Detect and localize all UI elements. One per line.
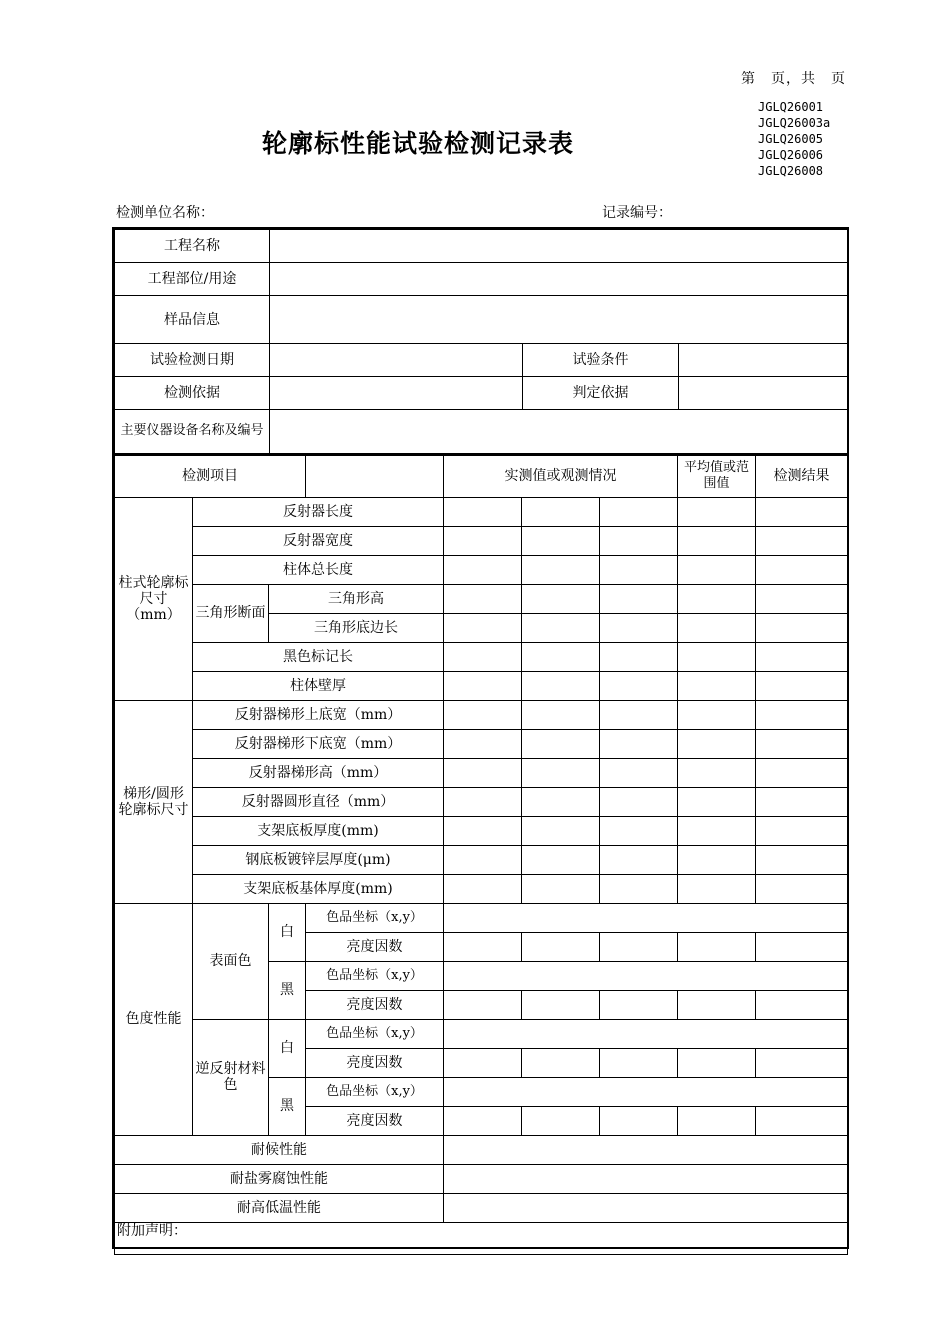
value-cell[interactable] — [444, 845, 522, 874]
value-cell[interactable] — [600, 555, 678, 584]
value-cell[interactable] — [522, 787, 600, 816]
result-cell[interactable] — [756, 700, 848, 729]
form-code: JGLQ26006 — [758, 148, 824, 162]
form-code: JGLQ26003a — [758, 116, 831, 130]
avg-cell[interactable] — [678, 729, 756, 758]
record-number-label: 记录编号： — [602, 205, 672, 221]
result-cell[interactable] — [756, 613, 848, 642]
result-cell[interactable] — [756, 584, 848, 613]
group-column-label: 柱式轮廓标尺寸（mm） — [115, 497, 193, 700]
value-cell[interactable] — [600, 497, 678, 526]
avg-cell[interactable] — [678, 787, 756, 816]
project-part-label: 工程部位/用途 — [115, 263, 270, 296]
value-cell[interactable] — [522, 1106, 600, 1135]
temperature-field[interactable] — [444, 1193, 848, 1222]
avg-cell[interactable] — [678, 613, 756, 642]
value-cell[interactable] — [444, 526, 522, 555]
item-label: 反射器宽度 — [193, 526, 444, 555]
value-cell[interactable] — [600, 932, 678, 961]
black-label: 黑 — [269, 961, 306, 1019]
sample-info-label: 样品信息 — [115, 296, 270, 344]
value-cell[interactable] — [444, 874, 522, 903]
result-cell[interactable] — [756, 845, 848, 874]
value-cell[interactable] — [600, 700, 678, 729]
record-sheet — [112, 227, 849, 1249]
avg-cell[interactable] — [678, 990, 756, 1019]
value-cell[interactable] — [600, 758, 678, 787]
retro-color-label: 逆反射材料色 — [193, 1019, 269, 1135]
equipment-label: 主要仪器设备名称及编号 — [115, 410, 270, 454]
result-cell[interactable] — [756, 787, 848, 816]
result-cell[interactable] — [756, 1106, 848, 1135]
avg-cell[interactable] — [678, 874, 756, 903]
value-cell[interactable] — [600, 671, 678, 700]
project-name-label: 工程名称 — [115, 230, 270, 263]
value-cell[interactable] — [600, 990, 678, 1019]
item-label: 柱体总长度 — [193, 555, 444, 584]
test-date-label: 试验检测日期 — [115, 344, 270, 377]
result-cell[interactable] — [756, 497, 848, 526]
coord-label: 色品坐标（x,y） — [306, 1077, 444, 1106]
value-cell[interactable] — [444, 1106, 522, 1135]
value-cell[interactable] — [522, 816, 600, 845]
avg-cell[interactable] — [678, 1048, 756, 1077]
remark-field[interactable] — [115, 1222, 848, 1254]
value-cell[interactable] — [444, 729, 522, 758]
avg-cell[interactable] — [678, 526, 756, 555]
lum-label: 亮度因数 — [306, 990, 444, 1019]
value-cell[interactable] — [522, 758, 600, 787]
result-cell[interactable] — [756, 816, 848, 845]
form-code: JGLQ26008 — [758, 164, 824, 178]
value-cell[interactable] — [522, 613, 600, 642]
value-cell[interactable] — [444, 816, 522, 845]
value-cell[interactable] — [444, 555, 522, 584]
avg-cell[interactable] — [678, 932, 756, 961]
item-label: 反射器圆形直径（mm） — [193, 787, 444, 816]
info-table — [114, 229, 848, 455]
item-label: 三角形底边长 — [269, 613, 444, 642]
lum-label: 亮度因数 — [306, 932, 444, 961]
result-cell[interactable] — [756, 1048, 848, 1077]
value-cell[interactable] — [600, 1106, 678, 1135]
value-cell[interactable] — [600, 526, 678, 555]
value-cell[interactable] — [600, 642, 678, 671]
value-cell[interactable] — [600, 845, 678, 874]
value-cell[interactable] — [522, 526, 600, 555]
result-cell[interactable] — [756, 729, 848, 758]
value-cell[interactable] — [522, 555, 600, 584]
item-label: 黑色标记长 — [193, 642, 444, 671]
black-label: 黑 — [269, 1077, 306, 1135]
value-cell[interactable] — [444, 932, 522, 961]
result-cell[interactable] — [756, 990, 848, 1019]
group-chroma-label: 色度性能 — [115, 903, 193, 1135]
value-cell[interactable] — [522, 671, 600, 700]
project-name-field[interactable] — [270, 230, 848, 263]
value-cell[interactable] — [444, 787, 522, 816]
item-label: 支架底板厚度(mm) — [193, 816, 444, 845]
value-cell[interactable] — [522, 932, 600, 961]
sample-info-field[interactable] — [270, 296, 848, 344]
value-cell[interactable] — [444, 700, 522, 729]
coord-value-cell[interactable] — [444, 903, 848, 932]
result-cell[interactable] — [756, 671, 848, 700]
test-condition-field[interactable] — [679, 344, 848, 377]
test-basis-label: 检测依据 — [115, 377, 270, 410]
value-cell[interactable] — [444, 497, 522, 526]
item-label: 柱体壁厚 — [193, 671, 444, 700]
value-cell[interactable] — [522, 990, 600, 1019]
unit-name-label: 检测单位名称： — [116, 205, 214, 221]
equipment-field[interactable] — [270, 410, 848, 454]
value-cell[interactable] — [600, 729, 678, 758]
item-label: 反射器梯形下底宽（mm） — [193, 729, 444, 758]
value-cell[interactable] — [444, 613, 522, 642]
coord-label: 色品坐标（x,y） — [306, 961, 444, 990]
col-result-header: 检测结果 — [756, 455, 848, 497]
avg-cell[interactable] — [678, 642, 756, 671]
coord-label: 色品坐标（x,y） — [306, 903, 444, 932]
test-basis-field[interactable] — [270, 377, 523, 410]
item-label: 反射器梯形上底宽（mm） — [193, 700, 444, 729]
result-cell[interactable] — [756, 932, 848, 961]
result-cell[interactable] — [756, 555, 848, 584]
value-cell[interactable] — [444, 584, 522, 613]
judge-basis-label: 判定依据 — [523, 377, 679, 410]
value-cell[interactable] — [522, 1048, 600, 1077]
value-cell[interactable] — [600, 1048, 678, 1077]
col-avg-header: 平均值或范围值 — [678, 455, 756, 497]
value-cell[interactable] — [522, 729, 600, 758]
lum-label: 亮度因数 — [306, 1106, 444, 1135]
white-label: 白 — [269, 1019, 306, 1077]
item-label: 钢底板镀锌层厚度(μm) — [193, 845, 444, 874]
value-cell[interactable] — [522, 497, 600, 526]
result-cell[interactable] — [756, 874, 848, 903]
avg-cell[interactable] — [678, 1106, 756, 1135]
col-blank-header — [306, 455, 444, 497]
value-cell[interactable] — [522, 584, 600, 613]
result-cell[interactable] — [756, 758, 848, 787]
avg-cell[interactable] — [678, 497, 756, 526]
result-cell[interactable] — [756, 642, 848, 671]
white-label: 白 — [269, 903, 306, 961]
page-number: 第 页，共 页 — [741, 71, 846, 87]
value-cell[interactable] — [522, 642, 600, 671]
value-cell[interactable] — [444, 1048, 522, 1077]
form-code: JGLQ26005 — [758, 132, 824, 146]
avg-cell[interactable] — [678, 671, 756, 700]
item-label: 三角形高 — [269, 584, 444, 613]
result-cell[interactable] — [756, 526, 848, 555]
weather-label: 耐候性能 — [115, 1135, 444, 1164]
avg-cell[interactable] — [678, 700, 756, 729]
avg-cell[interactable] — [678, 555, 756, 584]
value-cell[interactable] — [444, 642, 522, 671]
avg-cell[interactable] — [678, 845, 756, 874]
value-cell[interactable] — [600, 787, 678, 816]
project-part-field[interactable] — [270, 263, 848, 296]
col-item-header: 检测项目 — [115, 455, 306, 497]
value-cell[interactable] — [600, 613, 678, 642]
item-label: 支架底板基体厚度(mm) — [193, 874, 444, 903]
value-cell[interactable] — [600, 584, 678, 613]
lum-label: 亮度因数 — [306, 1048, 444, 1077]
value-cell[interactable] — [444, 990, 522, 1019]
salt-spray-label: 耐盐雾腐蚀性能 — [115, 1164, 444, 1193]
value-cell[interactable] — [444, 758, 522, 787]
weather-field[interactable] — [444, 1135, 848, 1164]
value-cell[interactable] — [522, 874, 600, 903]
value-cell[interactable] — [600, 874, 678, 903]
surface-color-label: 表面色 — [193, 903, 269, 1019]
test-date-field[interactable] — [270, 344, 523, 377]
salt-spray-field[interactable] — [444, 1164, 848, 1193]
coord-value-cell[interactable] — [444, 1077, 848, 1106]
sub-group-label: 三角形断面 — [193, 584, 269, 642]
avg-cell[interactable] — [678, 816, 756, 845]
coord-label: 色品坐标（x,y） — [306, 1019, 444, 1048]
form-codes — [758, 99, 830, 179]
page-title: 轮廓标性能试验检测记录表 — [262, 129, 575, 158]
col-measured-header: 实测值或观测情况 — [444, 455, 678, 497]
item-label: 反射器梯形高（mm） — [193, 758, 444, 787]
measurement-table — [114, 455, 848, 1255]
remark-label: 附加声明： — [117, 1222, 187, 1239]
group-trapezoid-label: 梯形/圆形轮廓标尺寸 — [115, 700, 193, 903]
item-label: 反射器长度 — [193, 497, 444, 526]
temperature-label: 耐高低温性能 — [115, 1193, 444, 1222]
avg-cell[interactable] — [678, 584, 756, 613]
judge-basis-field[interactable] — [679, 377, 848, 410]
coord-value-cell[interactable] — [444, 1019, 848, 1048]
value-cell[interactable] — [522, 845, 600, 874]
value-cell[interactable] — [444, 671, 522, 700]
test-condition-label: 试验条件 — [523, 344, 679, 377]
form-code: JGLQ26001 — [758, 100, 824, 114]
value-cell[interactable] — [600, 816, 678, 845]
coord-value-cell[interactable] — [444, 961, 848, 990]
value-cell[interactable] — [522, 700, 600, 729]
avg-cell[interactable] — [678, 758, 756, 787]
